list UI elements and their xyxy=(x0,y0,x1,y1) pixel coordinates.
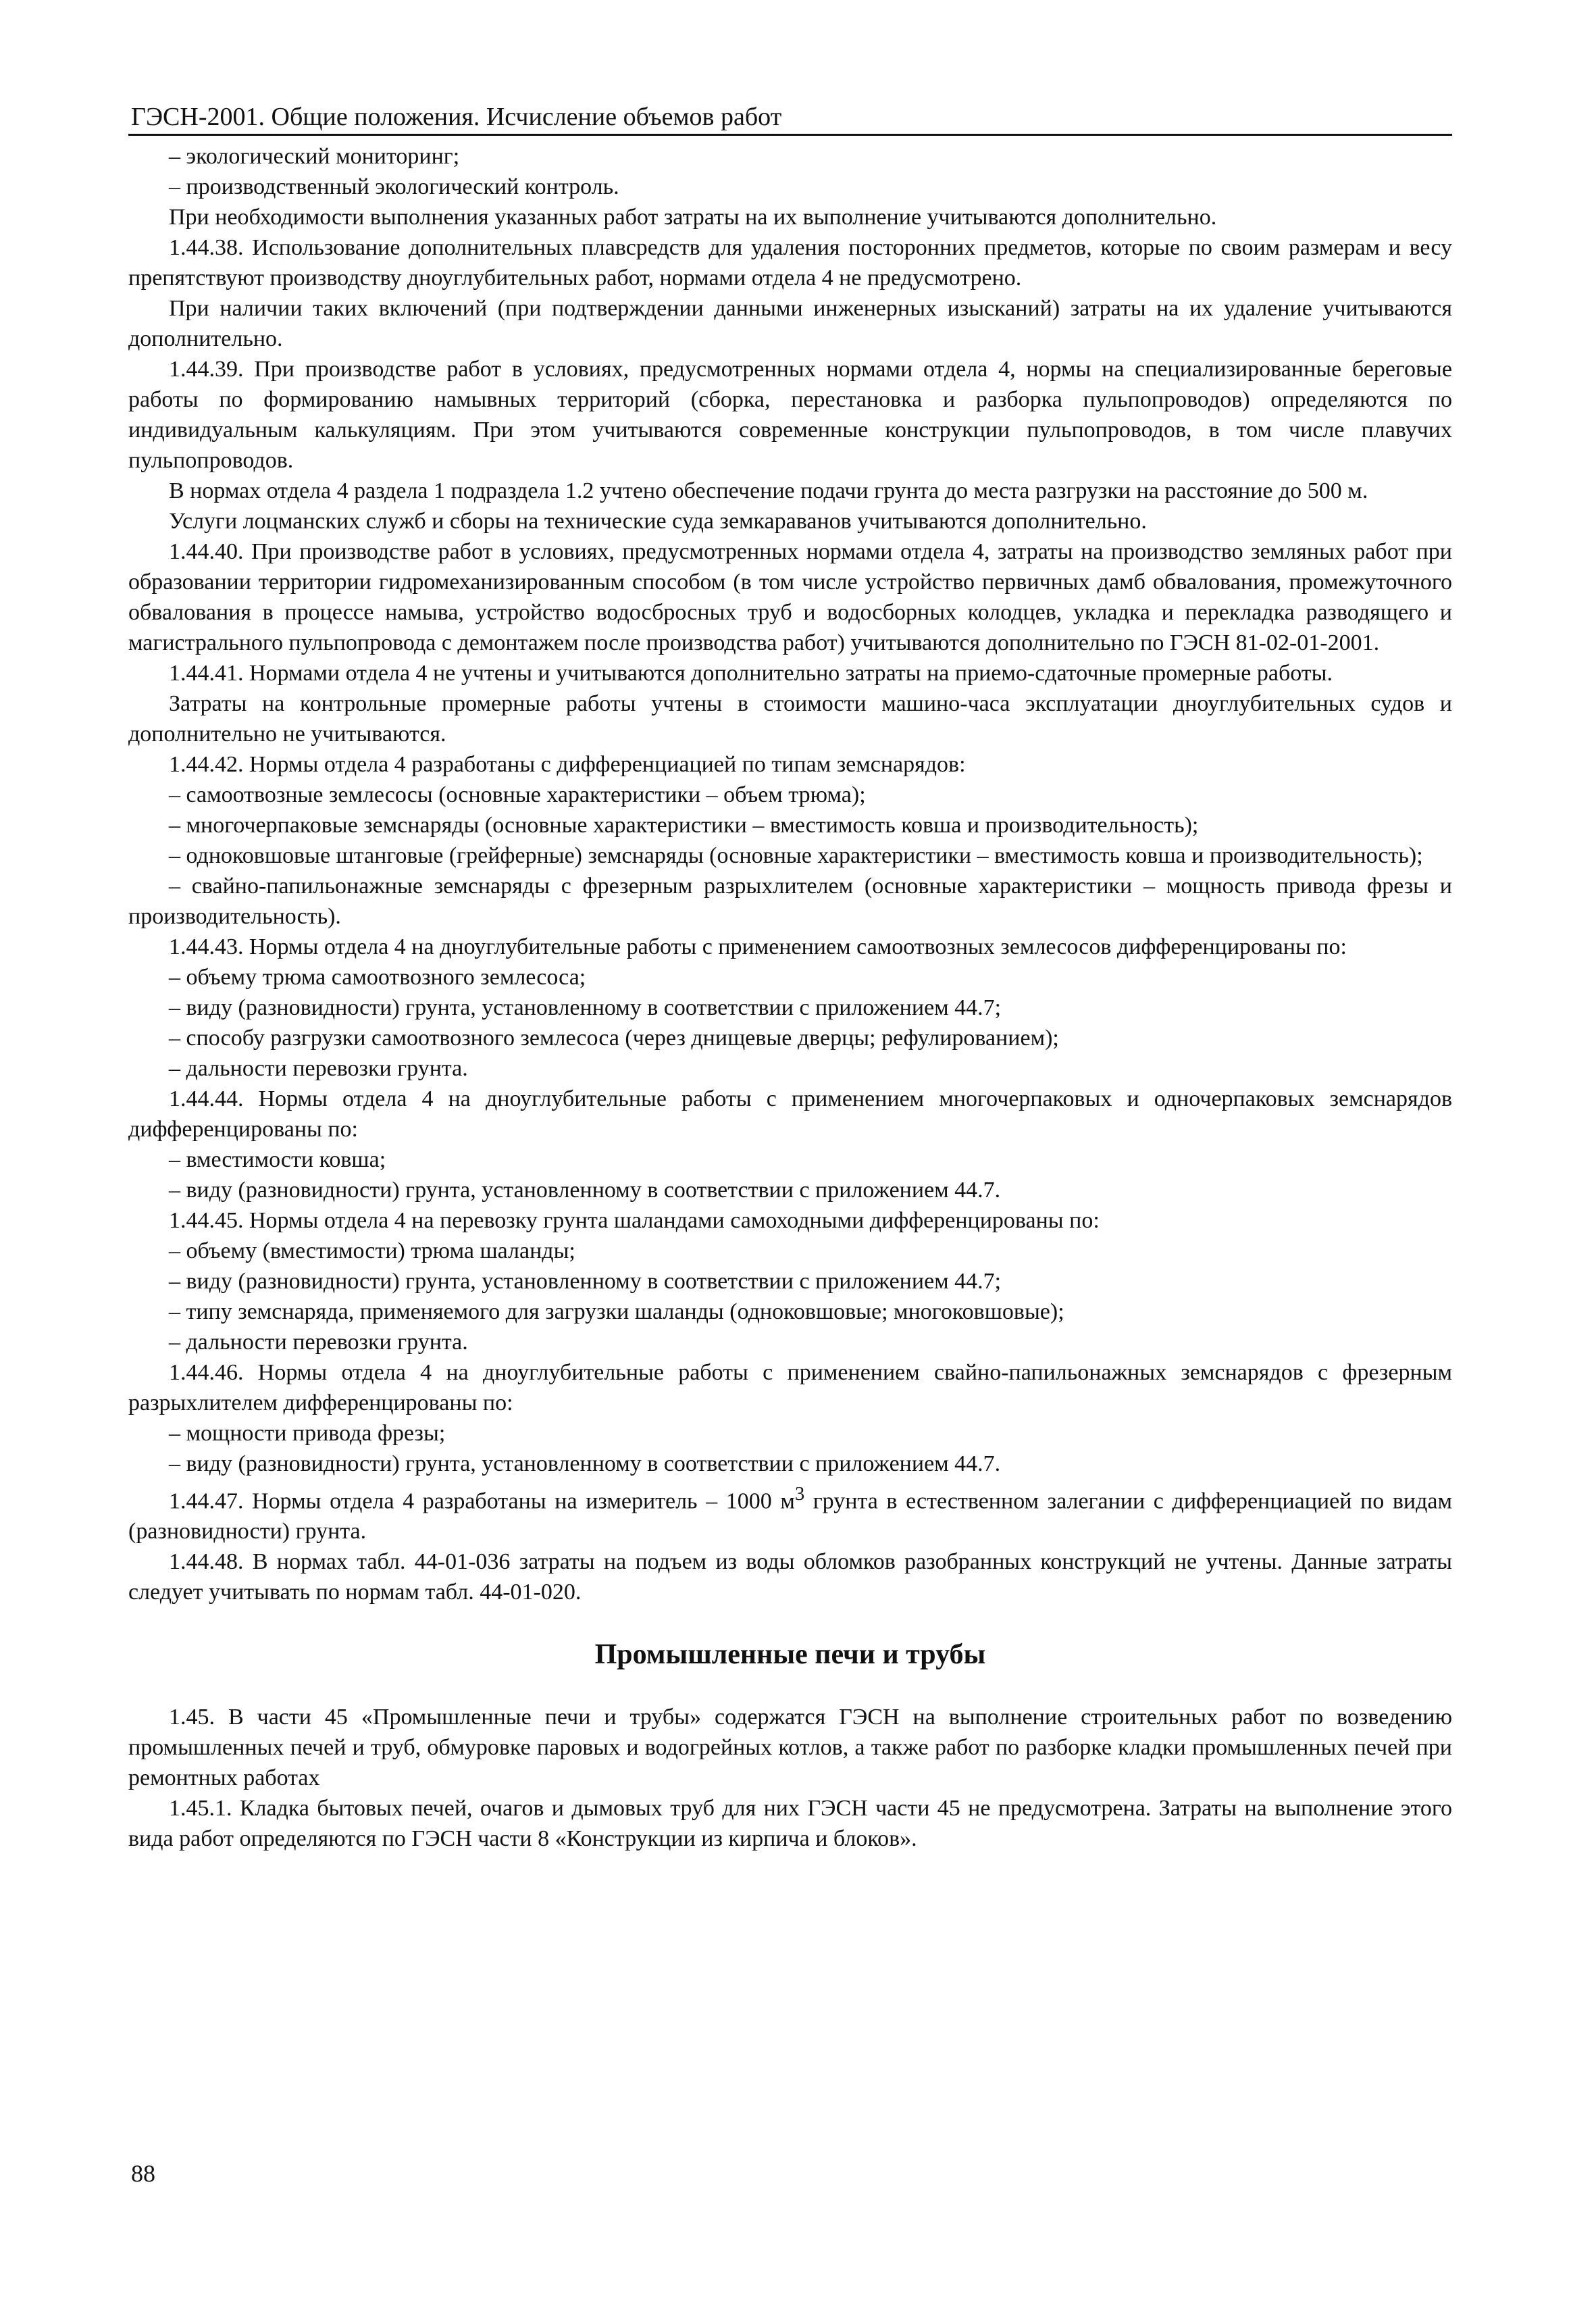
list-item: – виду (разновидности) грунта, установленному в соответствии с приложением 44.7. xyxy=(169,1178,1001,1203)
paragraph: 1.44.41. Нормами отдела 4 не учтены и учитываются дополнительно затраты на приемо-сдаточные промерные работы. xyxy=(169,661,1333,686)
superscript-exponent: 3 xyxy=(794,1484,805,1505)
paragraph: В нормах отдела 4 раздела 1 подраздела 1.2 учтено обеспечение подачи грунта до места разгрузки на расстояние до 500 м. xyxy=(169,478,1368,503)
paragraph: – производственный экологический контроль. xyxy=(169,174,619,199)
header-rule xyxy=(128,134,1452,136)
paragraph: 1.44.43. Нормы отдела 4 на дноуглубительные работы с применением самоотвозных землесосов дифференцированы по: xyxy=(169,934,1347,959)
list-item: – объему (вместимости) трюма шаланды; xyxy=(169,1238,575,1263)
list-item: – одноковшовые штанговые (грейферные) земснаряды (основные характеристики – вместимость ковша и производительность); xyxy=(169,843,1423,868)
page-number: 88 xyxy=(131,2160,155,2187)
list-item: – объему трюма самоотвозного землесоса; xyxy=(169,965,586,990)
paragraph-text: грунта в естественном залегании с дифференциацией по видам (разновидности) грунта. xyxy=(128,1488,1452,1544)
list-item: – дальности перевозки грунта. xyxy=(169,1330,468,1355)
list-item: – виду (разновидности) грунта, установленному в соответствии с приложением 44.7; xyxy=(169,995,1002,1020)
paragraph: 1.44.39. При производстве работ в условиях, предусмотренных нормами отдела 4, нормы на специализированные береговые работы по формированию намывных территорий (сборка, перестановка и разборка пульпопроводов) определяются по индивидуальным калькуляциям. При этом учитываются современные конструкции пульпопроводов, в том числе плавучих пульпопроводов. xyxy=(128,357,1452,473)
paragraph: 1.44.38. Использование дополнительных плавсредств для удаления посторонних предметов, которые по своим размерам и весу препятствуют производству дноуглубительных работ, нормами отдела 4 не предусмотрено. xyxy=(128,235,1452,291)
body-text xyxy=(128,141,1452,1607)
paragraph: 1.44.40. При производстве работ в условиях, предусмотренных нормами отдела 4, затраты на производство земляных работ при образовании территории гидромеханизированным способом (в том числе устройство первичных дамб обвалования, промежуточного обвалования в процессе намыва, устройство водосбросных труб и водосборных колодцев, укладка и перекладка разводящего и магистрального пульпопровода с демонтажем после производства работ) учитываются дополнительно по ГЭСН 81-02-01-2001. xyxy=(128,539,1452,655)
document-page xyxy=(128,101,1452,1854)
paragraph: Затраты на контрольные промерные работы учтены в стоимости машино-часа эксплуатации дноуглубительных судов и дополнительно не учитываются. xyxy=(128,691,1452,747)
list-item: – способу разгрузки самоотвозного землесоса (через днищевые дверцы; рефулированием); xyxy=(169,1026,1059,1051)
paragraph: 1.44.44. Нормы отдела 4 на дноуглубительные работы с применением многочерпаковых и одночерпаковых земснарядов дифференцированы по: xyxy=(128,1086,1452,1142)
paragraph: – экологический мониторинг; xyxy=(169,144,460,169)
paragraph: При наличии таких включений (при подтверждении данными инженерных изысканий) затраты на их удаление учитываются дополнительно. xyxy=(128,296,1452,351)
paragraph: 1.44.48. В нормах табл. 44-01-036 затраты на подъем из воды обломков разобранных конструкций не учтены. Данные затраты следует учитывать по нормам табл. 44-01-020. xyxy=(128,1549,1452,1605)
list-item: – виду (разновидности) грунта, установленному в соответствии с приложением 44.7. xyxy=(169,1451,1001,1476)
paragraph-text: 1.44.47. Нормы отдела 4 разработаны на измеритель – 1000 м xyxy=(169,1488,795,1514)
section-body xyxy=(128,1702,1452,1854)
paragraph: 1.45.1. Кладка бытовых печей, очагов и дымовых труб для них ГЭСН части 45 не предусмотрена. Затраты на выполнение этого вида работ определяются по ГЭСН части 8 «Конструкции из кирпича и блоков». xyxy=(128,1796,1452,1852)
list-item: – мощности привода фрезы; xyxy=(169,1421,446,1446)
section-title: Промышленные печи и трубы xyxy=(594,1639,986,1671)
list-item: – вместимости ковша; xyxy=(169,1147,386,1172)
paragraph: 1.45. В части 45 «Промышленные печи и трубы» содержатся ГЭСН на выполнение строительных работ по возведению промышленных печей и труб, обмуровке паровых и водогрейных котлов, а также работ по разборке кладки промышленных печей при ремонтных работах xyxy=(128,1705,1452,1791)
list-item: – свайно-папильонажные земснаряды с фрезерным разрыхлителем (основные характеристики – мощность привода фрезы и производительность). xyxy=(128,874,1452,929)
list-item: – многочерпаковые земснаряды (основные характеристики – вместимость ковша и производительность); xyxy=(169,813,1199,838)
list-item: – виду (разновидности) грунта, установленному в соответствии с приложением 44.7; xyxy=(169,1269,1002,1294)
paragraph: При необходимости выполнения указанных работ затраты на их выполнение учитываются дополнительно. xyxy=(169,205,1217,230)
paragraph: 1.44.42. Нормы отдела 4 разработаны с дифференциацией по типам земснарядов: xyxy=(169,752,966,777)
paragraph: 1.44.46. Нормы отдела 4 на дноуглубительные работы с применением свайно-папильонажных земснарядов с фрезерным разрыхлителем дифференцированы по: xyxy=(128,1360,1452,1415)
list-item: – самоотвозные землесосы (основные характеристики – объем трюма); xyxy=(169,782,866,807)
paragraph: 1.44.45. Нормы отдела 4 на перевозку грунта шаландами самоходными дифференцированы по: xyxy=(169,1208,1100,1233)
paragraph-1-44-47 xyxy=(128,1479,1452,1546)
paragraph: Услуги лоцманских служб и сборы на технические суда земкараванов учитываются дополнительно. xyxy=(169,509,1147,534)
running-header: ГЭСН-2001. Общие положения. Исчисление объемов работ xyxy=(131,103,782,131)
list-item: – типу земснаряда, применяемого для загрузки шаланды (одноковшовые; многоковшовые); xyxy=(169,1299,1064,1324)
list-item: – дальности перевозки грунта. xyxy=(169,1056,468,1081)
